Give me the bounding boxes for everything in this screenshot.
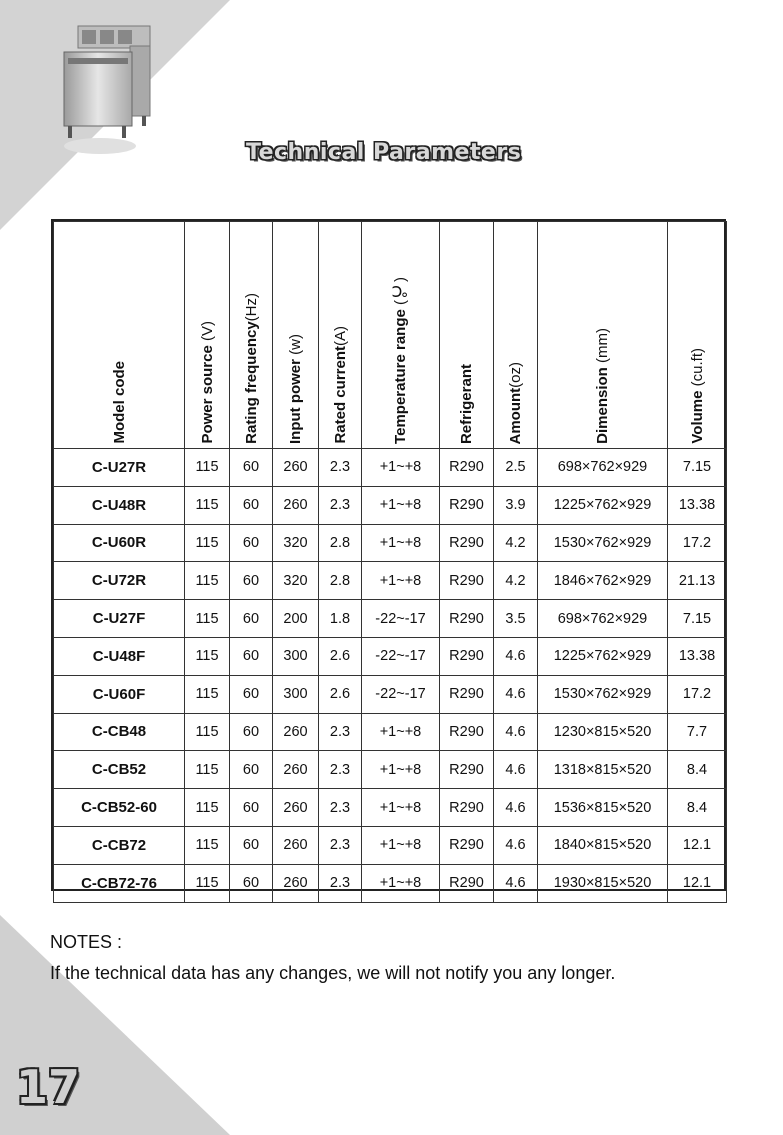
table-cell: 60 [230,789,273,827]
table-cell: 21.13 [668,562,727,600]
table-row [54,675,727,713]
table-cell: 12.1 [668,864,727,902]
notes-label: NOTES : [50,932,123,952]
model-code-cell: C-U72R [54,562,185,600]
table-cell: R290 [440,562,494,600]
column-header-label [287,326,304,444]
table-cell: 3.9 [494,486,538,524]
table-cell: 60 [230,600,273,638]
table-cell: 2.3 [319,449,362,487]
table-cell: 60 [230,524,273,562]
table-cell: R290 [440,751,494,789]
table-cell: 1530×762×929 [538,524,668,562]
table-cell: 260 [273,449,319,487]
table-cell: 8.4 [668,789,727,827]
table-cell: 320 [273,524,319,562]
table-cell: 698×762×929 [538,600,668,638]
parameters-table [51,219,726,891]
table-cell: 60 [230,864,273,902]
table-cell: 17.2 [668,524,727,562]
table-cell: 115 [185,751,230,789]
model-code-cell: C-U27F [54,600,185,638]
model-code-cell: C-CB52-60 [54,789,185,827]
table-cell: 2.6 [319,637,362,675]
table-cell: 13.38 [668,637,727,675]
table-cell: 1530×762×929 [538,675,668,713]
table-cell: +1~+8 [362,826,440,864]
notes-text: If the technical data has any changes, we will not notify you any longer. [50,963,616,983]
table-cell: -22~-17 [362,600,440,638]
table-cell: 60 [230,713,273,751]
table-cell: 60 [230,449,273,487]
table-cell: 300 [273,637,319,675]
column-header [185,222,230,449]
table-row [54,637,727,675]
model-code-cell: C-U48R [54,486,185,524]
table-cell: 7.7 [668,713,727,751]
table-cell: 4.6 [494,675,538,713]
table-row [54,486,727,524]
table-cell: 1.8 [319,600,362,638]
table-cell: 1230×815×520 [538,713,668,751]
table-cell: 115 [185,675,230,713]
column-header [273,222,319,449]
table-row [54,600,727,638]
table-cell: +1~+8 [362,562,440,600]
table-cell: 1846×762×929 [538,562,668,600]
table-cell: R290 [440,675,494,713]
column-header-bold: Dimension [594,367,611,444]
table-cell: 4.6 [494,826,538,864]
column-header-bold: Amount [507,387,524,444]
table-cell: -22~-17 [362,675,440,713]
column-header-unit: (A) [331,326,349,347]
table-cell: 1840×815×520 [538,826,668,864]
table-row [54,562,727,600]
table-cell: 4.2 [494,524,538,562]
column-header-label [332,318,349,444]
table-cell: 2.3 [319,864,362,902]
table-cell: 115 [185,449,230,487]
table-cell: R290 [440,864,494,902]
column-header-label [458,356,475,444]
table-cell: 60 [230,637,273,675]
table-cell: +1~+8 [362,486,440,524]
table-cell: 2.3 [319,751,362,789]
column-header-label [243,285,260,444]
table-cell: 8.4 [668,751,727,789]
refrigerator-product-image [60,18,152,158]
table-row [54,751,727,789]
model-code-cell: C-CB52 [54,751,185,789]
table-cell: 1536×815×520 [538,789,668,827]
table-cell: 3.5 [494,600,538,638]
table-cell: 1930×815×520 [538,864,668,902]
column-header [230,222,273,449]
table-cell: 2.3 [319,789,362,827]
table-cell: 2.5 [494,449,538,487]
table-cell: 115 [185,864,230,902]
model-code-cell: C-U60F [54,675,185,713]
table-cell: R290 [440,600,494,638]
column-header-bold: Temperature range [391,309,409,444]
table-cell: 2.6 [319,675,362,713]
table-cell: 60 [230,675,273,713]
table-cell: 7.15 [668,600,727,638]
table-cell: R290 [440,637,494,675]
table-row [54,789,727,827]
column-header-unit: (cu.ft) [688,348,706,391]
table-cell: R290 [440,713,494,751]
table-header-row [54,222,727,449]
table-cell: R290 [440,486,494,524]
table-cell: 4.6 [494,864,538,902]
table-row [54,449,727,487]
table-row [54,864,727,902]
table-cell: 115 [185,637,230,675]
table-cell: 17.2 [668,675,727,713]
column-header-unit: (mm) [594,328,611,368]
table-cell: 2.8 [319,524,362,562]
column-header [668,222,727,449]
table-row [54,826,727,864]
table-cell: 698×762×929 [538,449,668,487]
column-header-bold: Model code [110,361,128,444]
column-header [54,222,185,449]
table-cell: 260 [273,789,319,827]
table-cell: R290 [440,789,494,827]
column-header-unit: (V) [198,321,216,346]
table-row [54,713,727,751]
table-cell: 320 [273,562,319,600]
table-cell: +1~+8 [362,751,440,789]
model-code-cell: C-CB48 [54,713,185,751]
table-cell: 200 [273,600,319,638]
column-header [440,222,494,449]
column-header-label [594,320,611,444]
table-cell: R290 [440,449,494,487]
page-title: Technical Parameters [246,140,522,165]
table-cell: 2.3 [319,486,362,524]
table-cell: 60 [230,826,273,864]
model-code-cell: C-U27R [54,449,185,487]
table-cell: 4.6 [494,751,538,789]
table-cell: +1~+8 [362,524,440,562]
table-cell: 260 [273,751,319,789]
column-header-bold: Rating frequency [242,321,260,444]
column-header-bold: Rated current [331,346,349,444]
table-cell: +1~+8 [362,713,440,751]
model-code-cell: C-CB72-76 [54,864,185,902]
column-header-bold: Refrigerant [458,363,475,444]
table-cell: 4.6 [494,713,538,751]
model-code-cell: C-U48F [54,637,185,675]
table-cell: 115 [185,789,230,827]
table-cell: 260 [273,713,319,751]
column-header-label [507,354,524,445]
column-header-label [111,353,128,444]
table-cell: -22~-17 [362,637,440,675]
table-cell: 2.8 [319,562,362,600]
table-cell: 1225×762×929 [538,637,668,675]
table-cell: 2.3 [319,826,362,864]
table-row [54,524,727,562]
table-cell: 13.38 [668,486,727,524]
column-header-unit: (oz) [507,361,524,388]
table-cell: 260 [273,864,319,902]
table-cell: 4.6 [494,789,538,827]
column-header-bold: Volume [688,390,706,444]
column-header [538,222,668,449]
table-cell: 4.6 [494,637,538,675]
table-cell: 300 [273,675,319,713]
table-cell: 115 [185,524,230,562]
table-cell: 60 [230,562,273,600]
table-cell: 260 [273,826,319,864]
model-code-cell: C-U60R [54,524,185,562]
column-header-label [392,269,410,444]
column-header [494,222,538,449]
table-cell: 4.2 [494,562,538,600]
table-cell: 2.3 [319,713,362,751]
column-header [362,222,440,449]
table-cell: 12.1 [668,826,727,864]
page-number: 17 [16,1060,81,1114]
column-header-bold: Input power [287,359,304,444]
table-cell: 260 [273,486,319,524]
table-cell: +1~+8 [362,449,440,487]
table-cell: R290 [440,826,494,864]
table-cell: +1~+8 [362,864,440,902]
column-header [319,222,362,449]
table-cell: 115 [185,826,230,864]
table-cell: 115 [185,562,230,600]
table-cell: 60 [230,751,273,789]
table-cell: 7.15 [668,449,727,487]
model-code-cell: C-CB72 [54,826,185,864]
column-header-label [199,313,216,444]
table-cell: 115 [185,713,230,751]
column-header-bold: Power source [198,345,216,444]
table-cell: R290 [440,524,494,562]
column-header-unit: (Hz) [242,293,260,322]
table-cell: 115 [185,600,230,638]
column-header-unit: (℃) [391,277,409,310]
table-cell: 1318×815×520 [538,751,668,789]
table-cell: 115 [185,486,230,524]
column-header-unit: (w) [287,334,304,359]
table-cell: 1225×762×929 [538,486,668,524]
table-cell: 60 [230,486,273,524]
table-cell: +1~+8 [362,789,440,827]
column-header-label [689,340,706,444]
